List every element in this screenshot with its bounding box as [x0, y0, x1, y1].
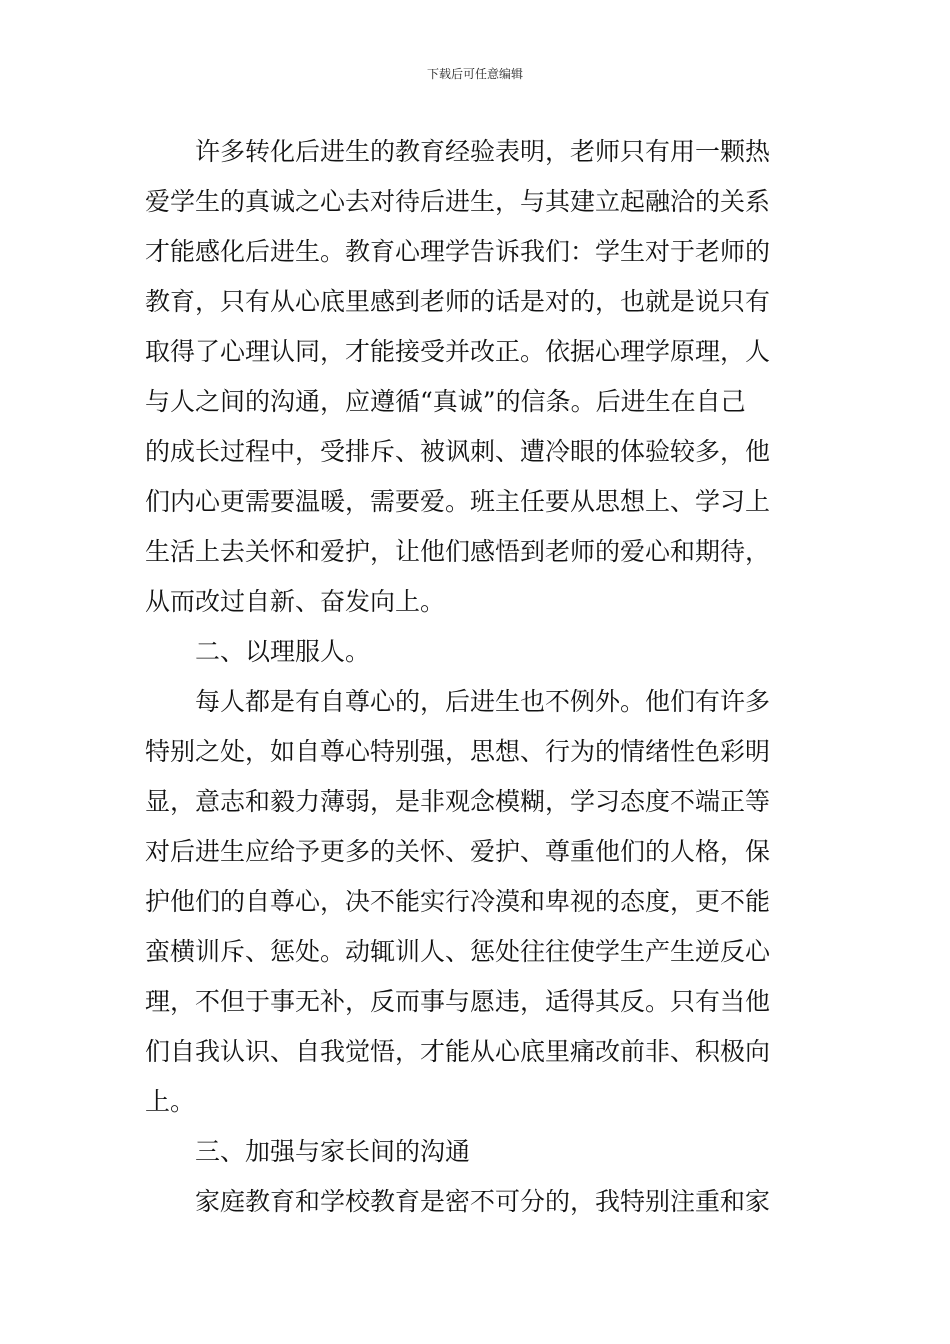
paragraph-3-line-9: 上。 [145, 1087, 196, 1116]
paragraph-1-line-8: 们内心更需要温暖，需要爱。班主任要从思想上、学习上 [145, 487, 771, 516]
paragraph-1-line-9: 生活上去关怀和爱护，让他们感悟到老师的爱心和期待， [145, 537, 771, 566]
paragraph-3-line-7: 理，不但于事无补，反而事与愿违，适得其反。只有当他 [145, 987, 771, 1016]
paragraph-1-line-4: 教育，只有从心底里感到老师的话是对的，也就是说只有 [145, 287, 771, 316]
paragraph-5-line-1: 家庭教育和学校教育是密不可分的，我特别注重和家 [195, 1187, 771, 1216]
paragraph-3-line-4: 对后进生应给予更多的关怀、爱护、尊重他们的人格，保 [145, 837, 771, 866]
paragraph-1-line-5: 取得了心理认同，才能接受并改正。依据心理学原理，人 [145, 337, 771, 366]
paragraph-1-line-2: 爱学生的真诚之心去对待后进生，与其建立起融洽的关系 [145, 187, 771, 216]
section-heading-2: 二、以理服人。 [195, 637, 371, 666]
paragraph-3-line-3: 显，意志和毅力薄弱，是非观念模糊，学习态度不端正等 [145, 787, 771, 816]
document-body [145, 127, 810, 1227]
section-heading-3: 三、加强与家长间的沟通 [195, 1137, 471, 1166]
paragraph-3-line-6: 蛮横训斥、惩处。动辄训人、惩处往往使学生产生逆反心 [145, 937, 771, 966]
page-header-note: 下载后可任意编辑 [426, 67, 523, 81]
paragraph-1-line-1: 许多转化后进生的教育经验表明，老师只有用一颗热 [195, 137, 771, 166]
paragraph-1-line-3: 才能感化后进生。教育心理学告诉我们：学生对于老师的 [145, 237, 771, 266]
paragraph-1-line-6: 与人之间的沟通，应遵循“真诚”的信条。后进生在自己 [145, 387, 746, 416]
paragraph-3-line-2: 特别之处，如自尊心特别强，思想、行为的情绪性色彩明 [145, 737, 771, 766]
paragraph-1-line-7: 的成长过程中，受排斥、被讽刺、遭冷眼的体验较多，他 [145, 437, 771, 466]
paragraph-3-line-1: 每人都是有自尊心的，后进生也不例外。他们有许多 [195, 687, 771, 716]
paragraph-3-line-8: 们自我认识、自我觉悟，才能从心底里痛改前非、积极向 [145, 1037, 771, 1066]
paragraph-3-line-5: 护他们的自尊心，决不能实行冷漠和卑视的态度，更不能 [145, 887, 771, 916]
paragraph-1-line-10: 从而改过自新、奋发向上。 [145, 587, 446, 616]
